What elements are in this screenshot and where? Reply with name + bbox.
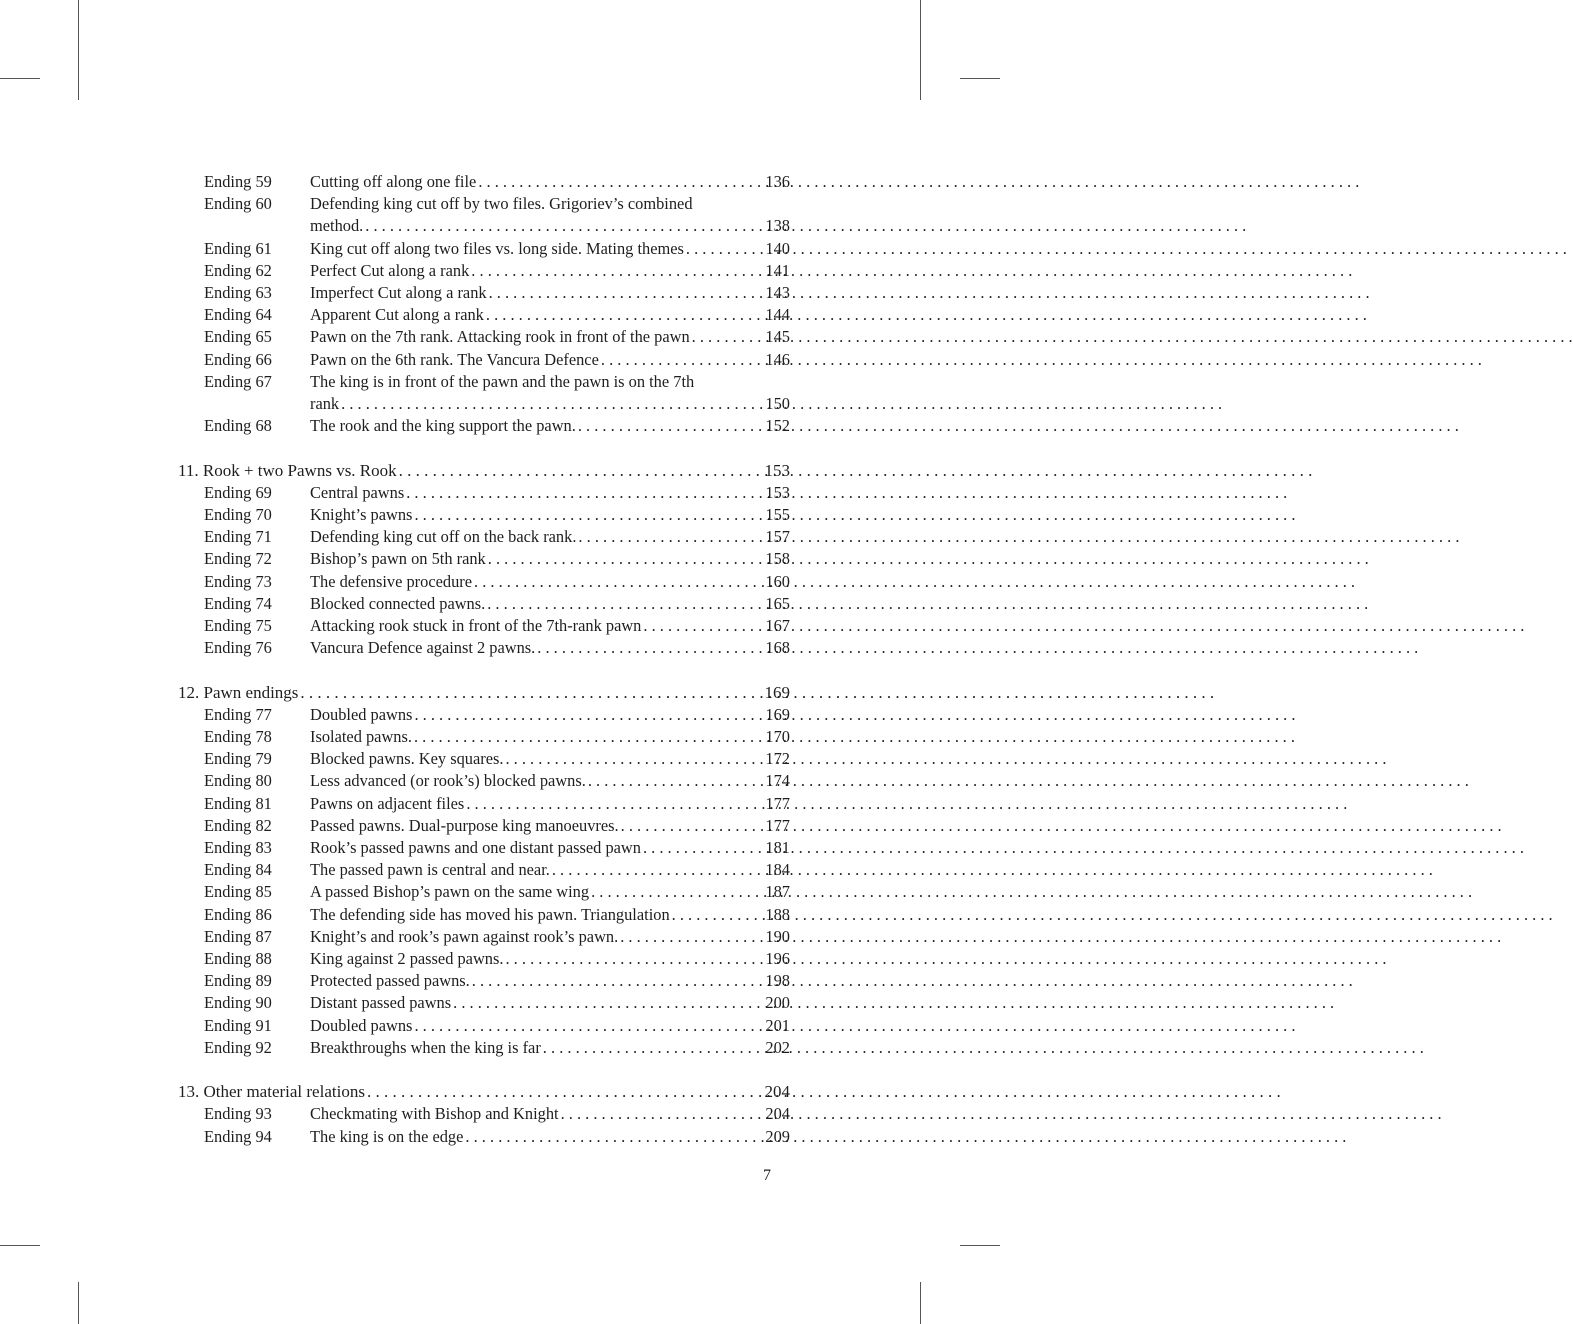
entry-number: Ending 85 [204, 882, 272, 902]
dot-leader [535, 637, 765, 659]
entry-title: Knight’s and rook’s pawn against rook’s pawn. [310, 926, 619, 946]
entry-title: Bishop’s pawn on 5th rank [310, 549, 486, 569]
section-heading [178, 682, 790, 704]
entry-page: 177 [765, 793, 790, 813]
toc-entry [178, 260, 790, 282]
section-title: 11. Rook + two Pawns vs. Rook [178, 460, 397, 480]
toc-entry [178, 793, 790, 815]
entry-title: Protected passed pawns. [310, 971, 470, 991]
dot-leader [670, 904, 766, 926]
entry-title: Vancura Defence against 2 pawns. [310, 638, 536, 658]
section-title: 12. Pawn endings [178, 682, 299, 702]
entry-number: Ending 70 [204, 505, 272, 525]
entry-title: Apparent Cut along a rank [310, 305, 484, 325]
toc-entry [178, 349, 790, 371]
entry-line [204, 215, 790, 237]
entry-page: 167 [765, 616, 790, 636]
toc-entry [178, 482, 790, 504]
entry-page: 141 [765, 260, 790, 280]
entry-number: Ending 66 [204, 349, 272, 369]
dot-leader [684, 238, 766, 260]
entry-title: Defending king cut off by two files. Grigoriev’s combined [310, 194, 693, 214]
entry-title: Breakthroughs when the king is far [310, 1037, 541, 1057]
entry-page: 181 [765, 838, 790, 858]
entry-title: Attacking rook stuck in front of the 7th-rank pawn [310, 616, 642, 636]
entry-page: 157 [765, 527, 790, 547]
dot-leader [404, 482, 765, 504]
section-page: 204 [764, 1082, 790, 1102]
entry-number: Ending 71 [204, 527, 272, 547]
dot-leader [618, 926, 765, 948]
entry-line [204, 193, 790, 215]
toc-entry [178, 970, 790, 992]
entry-page: 187 [765, 882, 790, 902]
toc-entry [178, 637, 790, 659]
crop-mark [78, 1282, 79, 1324]
toc-entry [178, 415, 790, 437]
dot-leader [476, 171, 765, 193]
entry-title: Less advanced (or rook’s) blocked pawns. [310, 771, 586, 791]
entry-title: Blocked connected pawns. [310, 593, 486, 613]
entry-number: Ending 61 [204, 238, 272, 258]
dot-leader [363, 215, 765, 237]
toc-entry [178, 770, 790, 792]
dot-leader [298, 682, 764, 704]
toc-entry [178, 1103, 790, 1125]
entry-title: Passed pawns. Dual-purpose king manoeuvres. [310, 815, 619, 835]
toc-entry [178, 548, 790, 570]
dot-leader [451, 992, 765, 1014]
toc-entry [178, 526, 790, 548]
entry-number: Ending 81 [204, 793, 272, 813]
toc-entry [178, 593, 790, 615]
entry-number: Ending 93 [204, 1104, 272, 1124]
toc-entry [178, 748, 790, 770]
entry-number: Ending 63 [204, 283, 272, 303]
entry-page: 170 [765, 727, 790, 747]
entry-title: Pawns on adjacent files [310, 793, 465, 813]
entry-page: 172 [765, 749, 790, 769]
entry-page: 144 [765, 305, 790, 325]
entry-page: 200 [765, 993, 790, 1013]
section-heading [178, 1081, 790, 1103]
dot-leader [463, 1126, 765, 1148]
entry-number: Ending 62 [204, 260, 272, 280]
dot-leader [576, 526, 765, 548]
entry-page: 174 [765, 771, 790, 791]
entry-title-continued: rank [310, 394, 340, 414]
entry-number: Ending 60 [204, 194, 272, 214]
entry-number: Ending 68 [204, 416, 272, 436]
entry-title: Defending king cut off on the back rank. [310, 527, 577, 547]
dot-leader [503, 948, 765, 970]
entry-number: Ending 91 [204, 1015, 272, 1035]
dot-leader [541, 1037, 766, 1059]
entry-number: Ending 74 [204, 593, 272, 613]
dot-leader [559, 1103, 766, 1125]
dot-leader [487, 282, 766, 304]
entry-title: The rook and the king support the pawn. [310, 416, 576, 436]
crop-mark [920, 1282, 921, 1324]
entry-page: 165 [765, 593, 790, 613]
toc-entry [178, 837, 790, 859]
toc-entry [178, 571, 790, 593]
entry-title: Blocked pawns. Key squares. [310, 749, 504, 769]
crop-mark [0, 78, 40, 79]
entry-title: Cutting off along one file [310, 172, 477, 191]
entry-title: Central pawns [310, 482, 405, 502]
entry-page: 155 [765, 505, 790, 525]
dot-leader [576, 415, 766, 437]
entry-page: 150 [765, 394, 790, 414]
entry-number: Ending 88 [204, 949, 272, 969]
toc-entry [178, 282, 790, 304]
dot-leader [339, 393, 765, 415]
entry-title: Pawn on the 7th rank. Attacking rook in front of the pawn [310, 327, 690, 347]
entry-page: 160 [765, 571, 790, 591]
toc-entry [178, 859, 790, 881]
entry-number: Ending 86 [204, 904, 272, 924]
entry-title: Rook’s passed pawns and one distant passed pawn [310, 838, 641, 858]
entry-number: Ending 79 [204, 749, 272, 769]
dot-leader [641, 837, 765, 859]
dot-leader [484, 304, 766, 326]
toc-entry [178, 815, 790, 837]
crop-mark [960, 1245, 1000, 1246]
entry-title: King cut off along two files vs. long side. Mating themes [310, 238, 684, 258]
entry-page: 140 [765, 238, 790, 258]
entry-title: The defending side has moved his pawn. Triangulation [310, 904, 670, 924]
entry-title: Knight’s pawns [310, 505, 413, 525]
entry-page: 152 [765, 416, 790, 436]
crop-mark [960, 78, 1000, 79]
section-title: 13. Other material relations [178, 1082, 365, 1102]
toc-entry [178, 193, 790, 237]
entry-page: 158 [765, 549, 790, 569]
dot-leader [586, 770, 766, 792]
entry-page: 143 [765, 283, 790, 303]
dot-leader [589, 881, 765, 903]
entry-number: Ending 87 [204, 926, 272, 946]
dot-leader [690, 326, 766, 348]
dot-leader [550, 859, 766, 881]
section-heading [178, 460, 790, 482]
dot-leader [412, 1015, 765, 1037]
toc-entry [178, 171, 790, 193]
entry-number: Ending 78 [204, 727, 272, 747]
entry-number: Ending 76 [204, 638, 272, 658]
dot-leader [464, 793, 765, 815]
dot-leader [469, 260, 765, 282]
entry-number: Ending 92 [204, 1037, 272, 1057]
entry-number: Ending 64 [204, 305, 272, 325]
dot-leader [412, 704, 765, 726]
entry-title: Isolated pawns. [310, 727, 412, 747]
entry-number: Ending 65 [204, 327, 272, 347]
entry-page: 168 [765, 638, 790, 658]
dot-leader [470, 970, 766, 992]
entry-number: Ending 77 [204, 704, 272, 724]
entry-line [204, 393, 790, 415]
entry-page: 184 [765, 860, 790, 880]
entry-number: Ending 73 [204, 571, 272, 591]
toc-entry [178, 504, 790, 526]
section-page: 153 [764, 460, 790, 480]
entry-page: 146 [765, 349, 790, 369]
entry-number: Ending 69 [204, 482, 272, 502]
dot-leader [641, 615, 765, 637]
entry-title: Distant passed pawns [310, 993, 452, 1013]
entry-title: Doubled pawns [310, 1015, 413, 1035]
entry-page: 138 [765, 216, 790, 236]
dot-leader [599, 349, 766, 371]
entry-line [204, 371, 790, 393]
entry-page: 198 [765, 971, 790, 991]
crop-mark [78, 0, 79, 100]
entry-page: 188 [765, 904, 790, 924]
entry-title: Perfect Cut along a rank [310, 260, 470, 280]
entry-page: 202 [765, 1037, 790, 1057]
crop-mark [0, 1245, 40, 1246]
dot-leader [619, 815, 766, 837]
entry-title: A passed Bishop’s pawn on the same wing [310, 882, 590, 902]
entry-title: Doubled pawns [310, 704, 413, 724]
dot-leader [486, 548, 766, 570]
dot-leader [412, 504, 765, 526]
entry-title: The defensive procedure [310, 571, 473, 591]
toc-entry [178, 238, 790, 260]
toc-entry [178, 1037, 790, 1059]
dot-leader [397, 460, 765, 482]
entry-number: Ending 84 [204, 860, 272, 880]
entry-page: 145 [765, 327, 790, 347]
entry-page: 153 [765, 482, 790, 502]
entry-page: 190 [765, 926, 790, 946]
entry-page: 201 [765, 1015, 790, 1035]
entry-page: 177 [765, 815, 790, 835]
entry-page: 209 [765, 1126, 790, 1146]
entry-number: Ending 89 [204, 971, 272, 991]
entry-number: Ending 80 [204, 771, 272, 791]
toc-entry [178, 948, 790, 970]
entry-title: Checkmating with Bishop and Knight [310, 1104, 559, 1124]
entry-number: Ending 59 [204, 172, 272, 191]
toc-entry [178, 1126, 790, 1148]
entry-page: 136 [765, 172, 790, 191]
entry-page: 196 [765, 949, 790, 969]
entry-page: 169 [765, 704, 790, 724]
entry-title: The king is on the edge [310, 1126, 464, 1146]
entry-number: Ending 67 [204, 371, 272, 391]
entry-number: Ending 83 [204, 838, 272, 858]
entry-page: 204 [765, 1104, 790, 1124]
toc-entry [178, 904, 790, 926]
entry-title: Imperfect Cut along a rank [310, 283, 487, 303]
dot-leader [365, 1081, 765, 1103]
entry-title-continued: method. [310, 216, 364, 236]
entry-number: Ending 82 [204, 815, 272, 835]
toc-entry [178, 992, 790, 1014]
toc-entry [178, 881, 790, 903]
toc-entry [178, 615, 790, 637]
entry-title: King against 2 passed pawns. [310, 949, 504, 969]
entry-title: Pawn on the 6th rank. The Vancura Defence [310, 349, 599, 369]
entry-title: The passed pawn is central and near. [310, 860, 550, 880]
toc-entry [178, 1015, 790, 1037]
dot-leader [503, 748, 765, 770]
section-page: 169 [764, 682, 790, 702]
toc-entry [178, 726, 790, 748]
page-number: 7 [763, 1167, 771, 1184]
entry-title: The king is in front of the pawn and the pawn is on the 7th [310, 371, 695, 391]
entry-number: Ending 72 [204, 549, 272, 569]
toc-entry [178, 371, 790, 415]
table-of-contents [178, 171, 790, 1148]
toc-entry [178, 926, 790, 948]
dot-leader [472, 571, 765, 593]
entry-number: Ending 94 [204, 1126, 272, 1146]
entry-number: Ending 75 [204, 616, 272, 636]
toc-entry [178, 326, 790, 348]
toc-entry [178, 304, 790, 326]
crop-mark [920, 0, 921, 100]
dot-leader [412, 726, 765, 748]
entry-number: Ending 90 [204, 993, 272, 1013]
dot-leader [485, 593, 765, 615]
toc-entry [178, 704, 790, 726]
